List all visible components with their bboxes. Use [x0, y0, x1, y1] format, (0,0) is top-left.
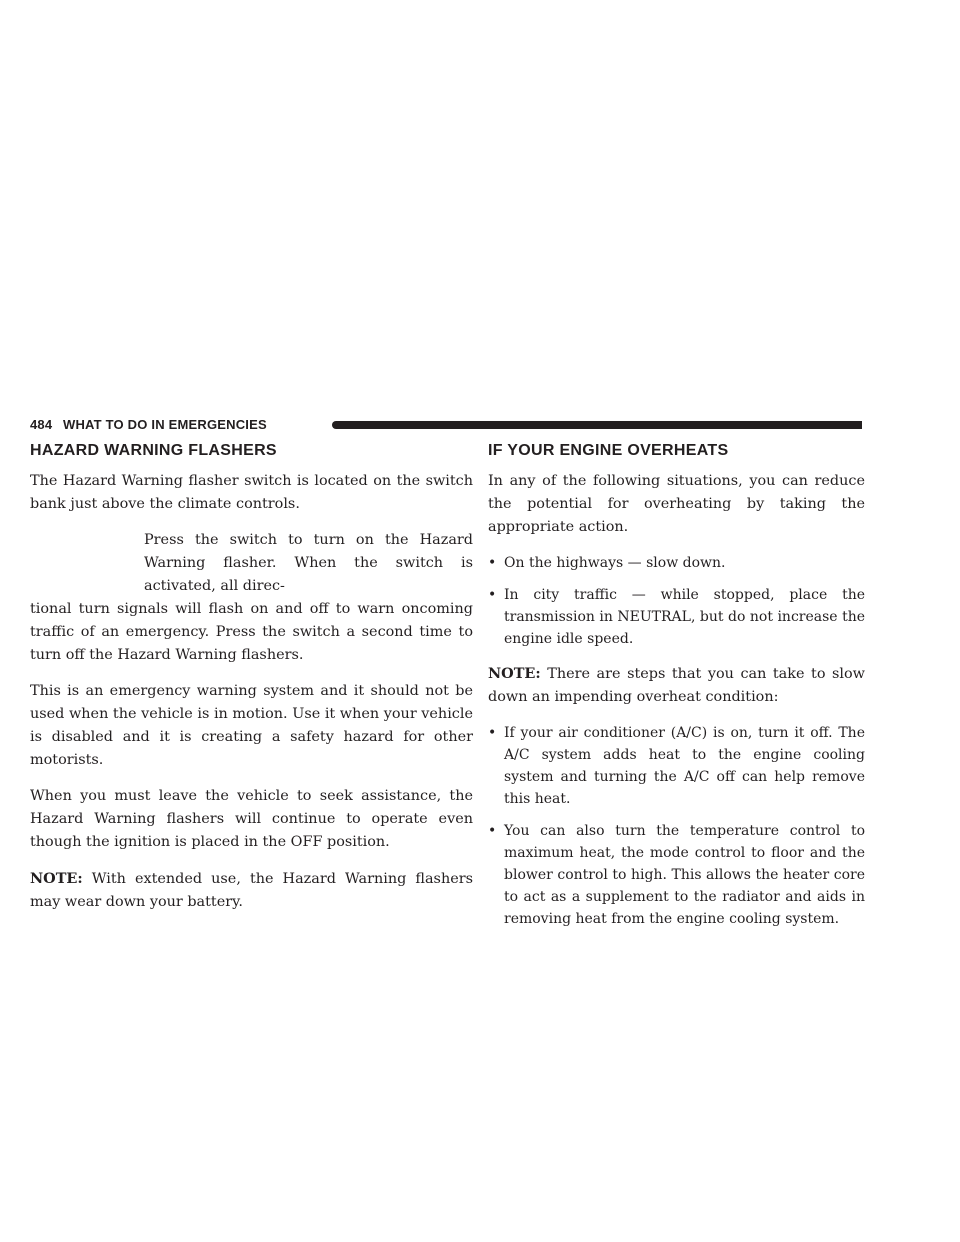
list-item-text: You can also turn the temperature control to maximum heat, the mode control to floor and the blower control to high. This allows the heater core to act as a supplement to the radiator and aids in removing heat from the engine cooling system.: [504, 823, 865, 927]
hazard-note: [30, 867, 473, 914]
right-column: [488, 442, 865, 942]
overheat-list-2: [488, 722, 865, 930]
hazard-paragraph-3: This is an emergency warning system and it should not be used when the vehicle is in motion. Use it when your vehicle is disabled and it is creating a safety hazard for other motorists.: [30, 683, 473, 768]
list-item-text: If your air conditioner (A/C) is on, turn it off. The A/C system adds heat to the engine cooling system and turning the A/C off can help remove this heat.: [504, 725, 865, 807]
note-text: With extended use, the Hazard Warning flashers may wear down your battery.: [30, 871, 473, 910]
hazard-paragraph-4: When you must leave the vehicle to seek assistance, the Hazard Warning flashers will continue to operate even though the ignition is placed in the OFF position.: [30, 788, 473, 850]
bullet-icon: •: [488, 823, 497, 839]
page-number: 484: [30, 417, 53, 432]
overheat-list-1: [488, 552, 865, 650]
overheat-heading: IF YOUR ENGINE OVERHEATS: [488, 442, 729, 459]
note-label: NOTE:: [488, 665, 541, 682]
list-item-text: In city traffic — while stopped, place the transmission in NEUTRAL, but do not increase the engine idle speed.: [504, 587, 865, 647]
hazard-paragraph-2-indent-text: Press the switch to turn on the Hazard Warning flasher. When the switch is activated, all direc-: [144, 532, 473, 594]
list-item: [488, 820, 865, 930]
overheat-note: [488, 662, 865, 709]
note-label: NOTE:: [30, 870, 83, 887]
hazard-paragraph-2-indented: [30, 529, 473, 598]
page-header: [30, 416, 862, 434]
list-item: [488, 584, 865, 650]
list-item-text: On the highways — slow down.: [504, 555, 726, 571]
left-column: [30, 442, 473, 927]
list-item: [488, 722, 865, 810]
header-rule: [332, 421, 862, 429]
bullet-icon: •: [488, 555, 497, 571]
hazard-paragraph-2-rest: tional turn signals will flash on and off to warn oncoming traffic of an emergency. Press the switch a second time to turn off the Hazard Warning flashers.: [30, 601, 473, 663]
hazard-heading: HAZARD WARNING FLASHERS: [30, 442, 277, 459]
list-item: [488, 552, 865, 574]
overheat-intro: In any of the following situations, you can reduce the potential for overheating by taking the appropriate action.: [488, 473, 865, 535]
hazard-paragraph-1: The Hazard Warning flasher switch is located on the switch bank just above the climate controls.: [30, 473, 473, 512]
note-text: There are steps that you can take to slow down an impending overheat condition:: [488, 666, 865, 705]
bullet-icon: •: [488, 587, 497, 603]
bullet-icon: •: [488, 725, 497, 741]
section-title: WHAT TO DO IN EMERGENCIES: [63, 417, 267, 432]
hazard-paragraph-2: [30, 529, 473, 667]
